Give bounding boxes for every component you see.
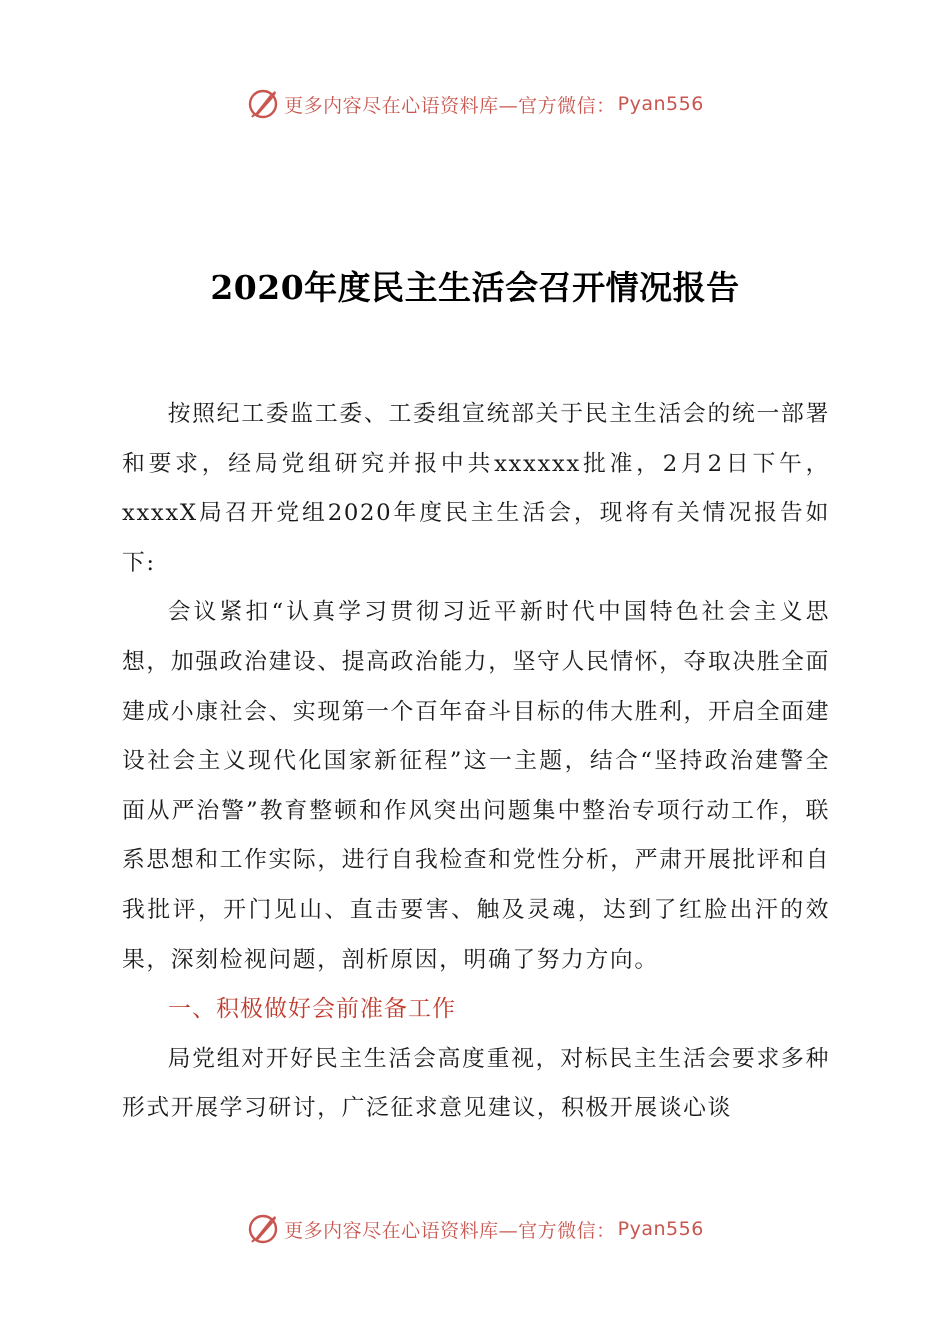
document-title: 2020年度民主生活会召开情况报告 bbox=[210, 268, 740, 307]
quill-pen-icon bbox=[246, 1212, 280, 1246]
watermark-text: 更多内容尽在心语资料库—官方微信： bbox=[284, 1219, 616, 1242]
paragraph-section-one: 局党组对开好民主生活会高度重视，对标民主生活会要求多种形式开展学习研讨，广泛征求意见建议，积极开展谈心谈 bbox=[122, 1045, 830, 1122]
document-body bbox=[122, 390, 830, 1134]
section-heading: 一、积极做好会前准备工作 bbox=[168, 996, 456, 1023]
watermark-text: 更多内容尽在心语资料库—官方微信： bbox=[284, 94, 616, 117]
watermark-wechat-id: Pyan556 bbox=[617, 93, 704, 115]
quill-pen-icon bbox=[246, 87, 280, 121]
paragraph-meeting-theme: 会议紧扣“认真学习贯彻习近平新时代中国特色社会主义思想，加强政治建设、提高政治能力，坚守人民情怀，夺取决胜全面建成小康社会、实现第一个百年奋斗目标的伟大胜利，开启全面建设社会主义现代化国家新征程”这一主题，结合“坚持政治建警全面从严治警”教育整顿和作风突出问题集中整治专项行动工作，联系思想和工作实际，进行自我检查和党性分析，严肃开展批评和自我批评，开门见山、直击要害、触及灵魂，达到了红脸出汗的效果，深刻检视问题，剖析原因，明确了努力方向。 bbox=[122, 599, 830, 973]
paragraph-intro: 按照纪工委监工委、工委组宣统部关于民主生活会的统一部署和要求，经局党组研究并报中共xxxxxx批准，2月2日下午，xxxxX局召开党组2020年度民主生活会，现将有关情况报告如下: bbox=[122, 401, 830, 576]
watermark-header bbox=[0, 84, 950, 124]
watermark-footer bbox=[0, 1209, 950, 1249]
watermark-wechat-id: Pyan556 bbox=[617, 1218, 704, 1240]
